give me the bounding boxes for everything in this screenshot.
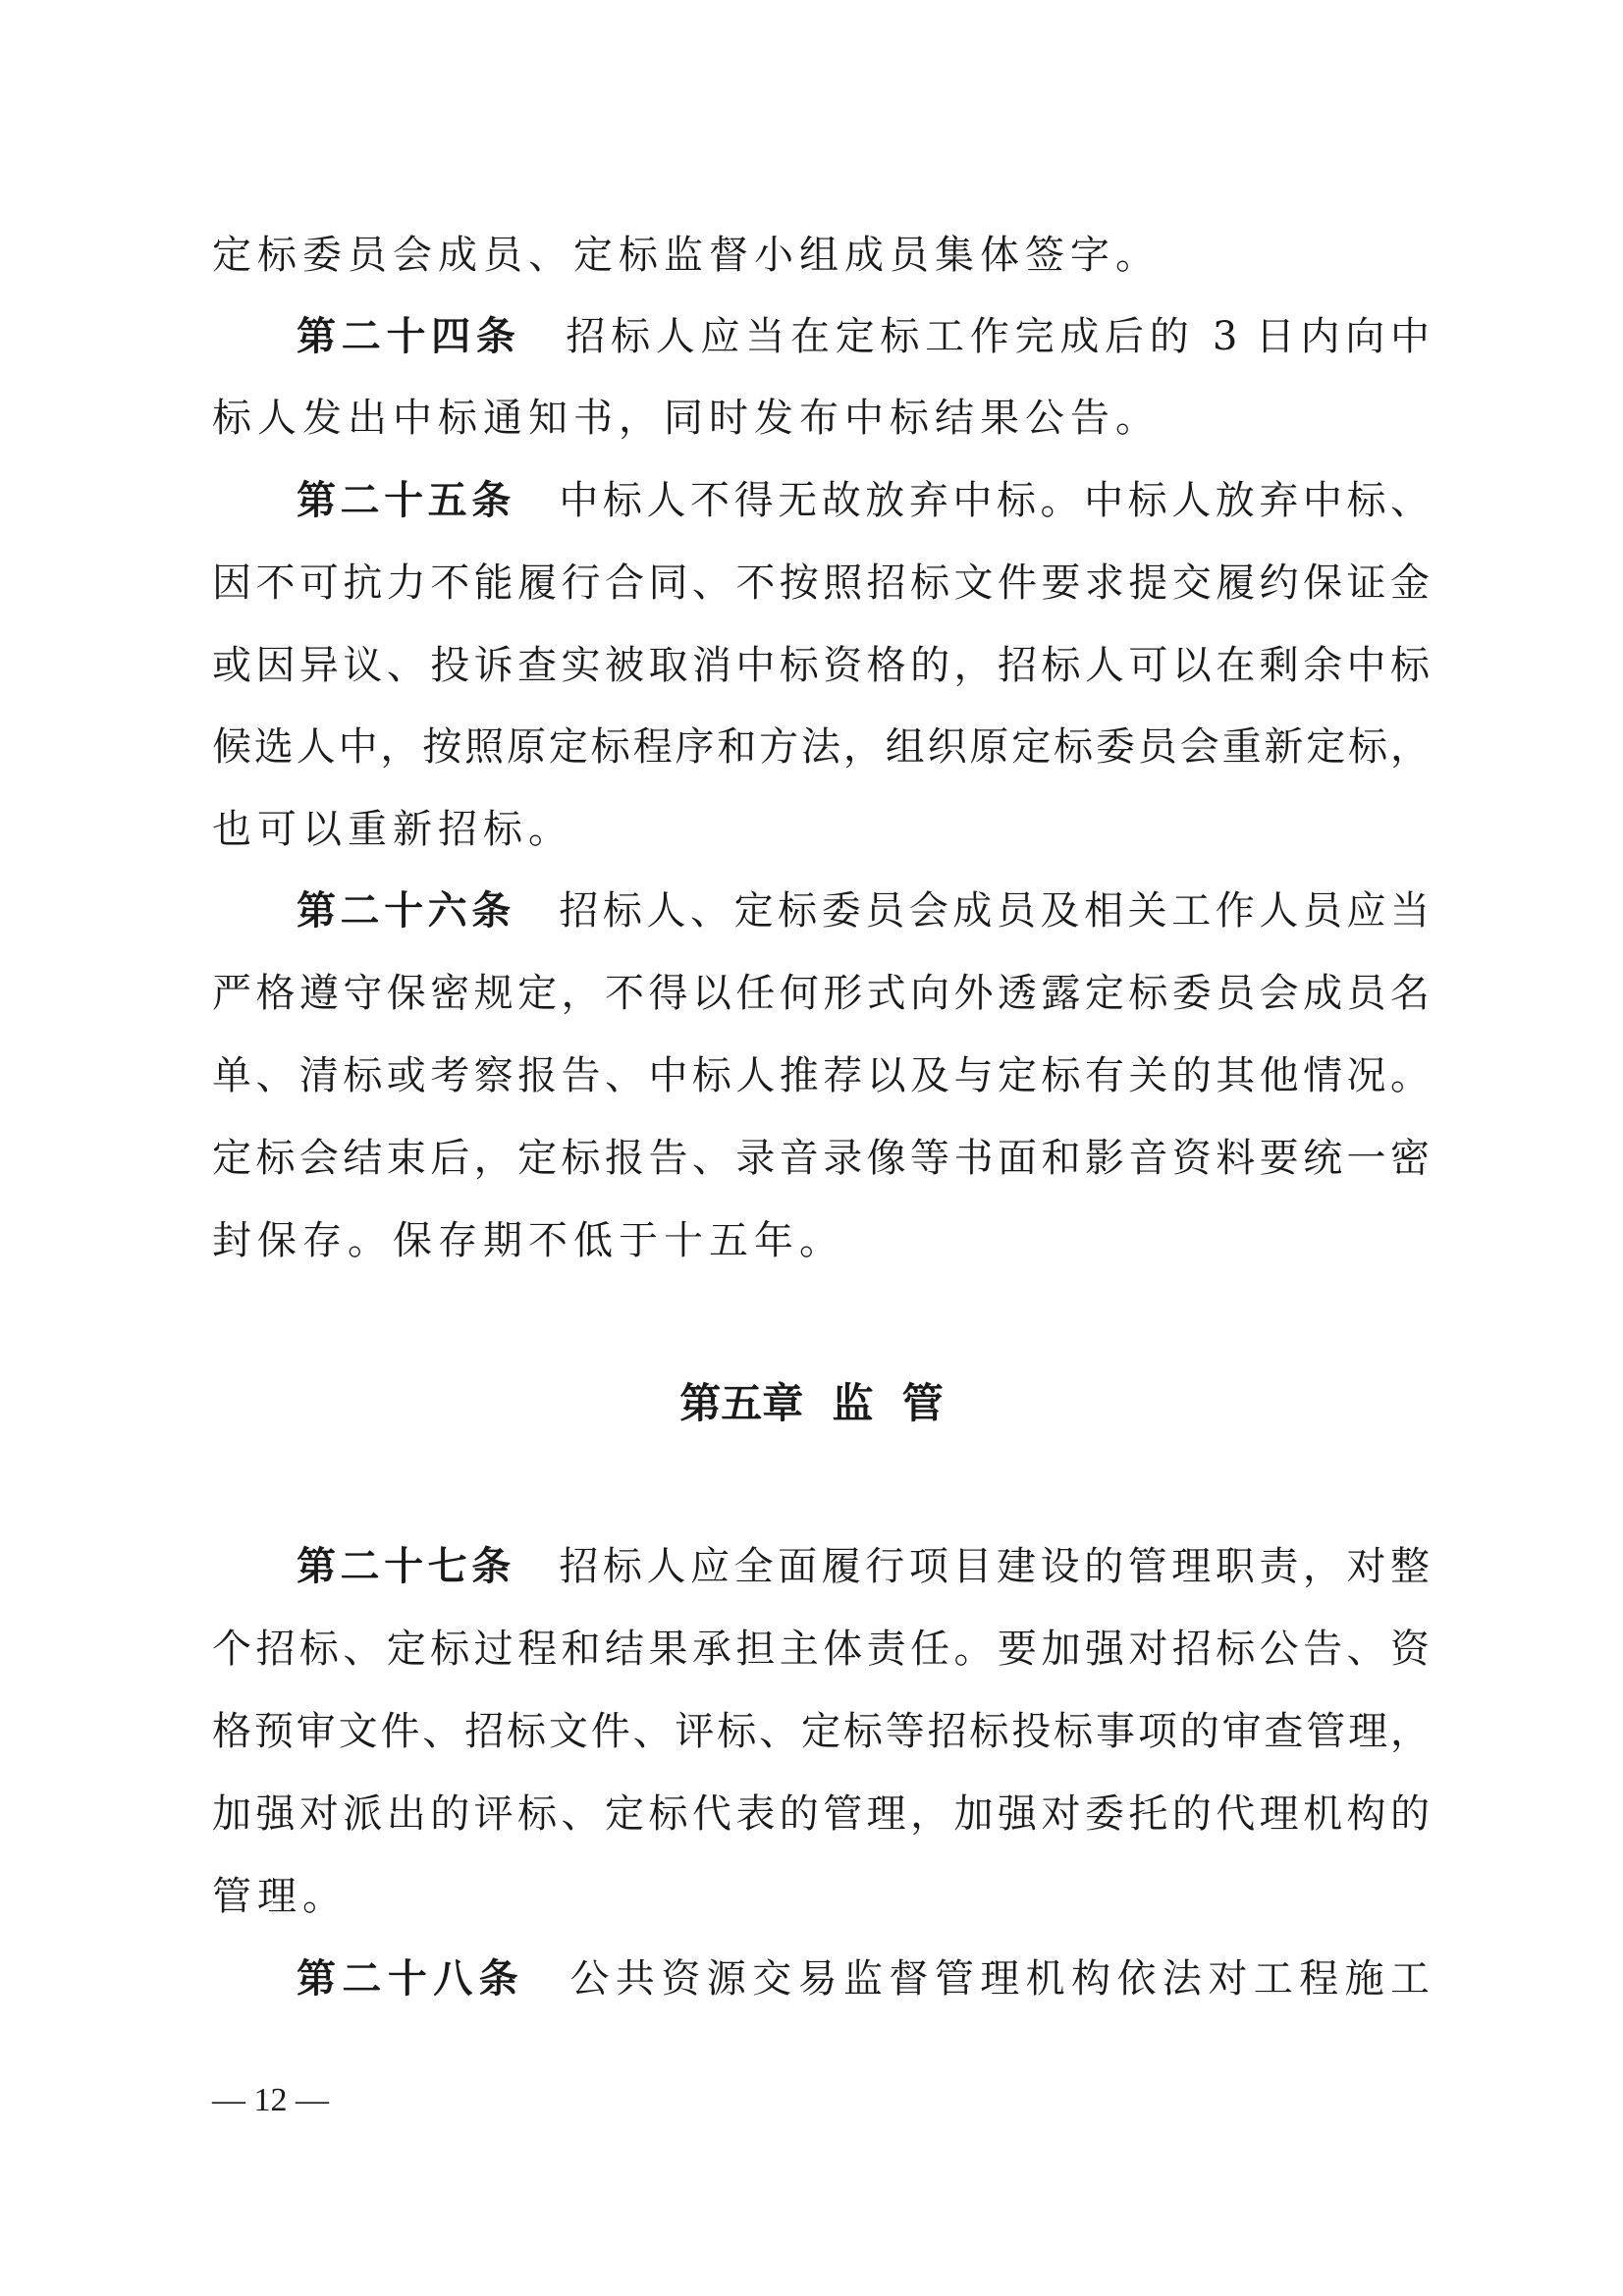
- article-26-line-3: 单、清标或考察报告、中标人推荐以及与定标有关的其他情况。: [212, 1053, 1430, 1098]
- article-26-heading: 第二十六条: [297, 888, 515, 934]
- article-25-line-3: 或因异议、投诉查实被取消中标资格的，招标人可以在剩余中标: [212, 643, 1430, 688]
- article-27-heading: 第二十七条: [297, 1544, 515, 1589]
- paragraph-continuation: 定标委员会成员、定标监督小组成员集体签字。: [212, 233, 1161, 278]
- article-27-line-1: 第二十七条 招标人应全面履行项目建设的管理职责，对整: [297, 1544, 1431, 1589]
- article-27-line-5: 管理。: [212, 1874, 348, 1919]
- article-26-line-2: 严格遵守保密规定，不得以任何形式向外透露定标委员会成员名: [212, 971, 1430, 1016]
- page-number: — 12 —: [212, 2082, 329, 2118]
- article-24-heading: 第二十四条: [297, 314, 521, 359]
- article-26-line-4: 定标会结束后，定标报告、录音录像等书面和影音资料要统一密: [212, 1136, 1430, 1181]
- article-26-line-5: 封保存。保存期不低于十五年。: [212, 1218, 844, 1263]
- article-24-line-2: 标人发出中标通知书，同时发布中标结果公告。: [212, 396, 1161, 441]
- chapter-heading: 第五章 监 管: [679, 1379, 944, 1427]
- article-25-line-2: 因不可抗力不能履行合同、不按照招标文件要求提交履约保证金: [212, 561, 1430, 606]
- article-27-line-4: 加强对派出的评标、定标代表的管理，加强对委托的代理机构的: [212, 1791, 1430, 1837]
- article-28-heading: 第二十八条: [297, 1956, 525, 2002]
- article-26-line-1: 第二十六条 招标人、定标委员会成员及相关工作人员应当: [297, 888, 1431, 934]
- article-25-line-4: 候选人中，按照原定标程序和方法，组织原定标委员会重新定标，: [212, 724, 1430, 770]
- article-24-line-1: 第二十四条 招标人应当在定标工作完成后的 3 日内向中: [297, 314, 1430, 359]
- article-25-line-5: 也可以重新招标。: [212, 807, 573, 852]
- article-25-heading: 第二十五条: [297, 478, 515, 523]
- article-28-line-1: 第二十八条 公共资源交易监督管理机构依法对工程施工: [297, 1956, 1431, 2002]
- article-27-line-2: 个招标、定标过程和结果承担主体责任。要加强对招标公告、资: [212, 1627, 1430, 1672]
- article-25-line-1: 第二十五条 中标人不得无故放弃中标。中标人放弃中标、: [297, 478, 1431, 523]
- article-27-line-3: 格预审文件、招标文件、评标、定标等招标投标事项的审查管理，: [212, 1709, 1430, 1754]
